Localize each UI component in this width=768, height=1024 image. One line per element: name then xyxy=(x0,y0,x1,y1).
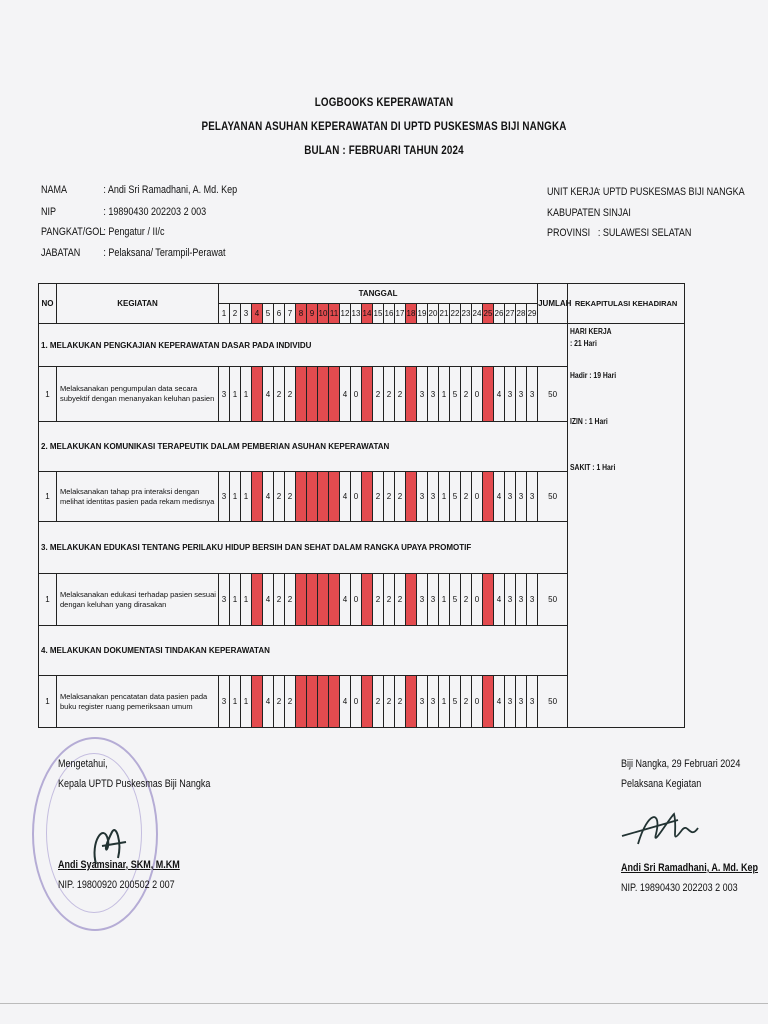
day-value-cell: 3 xyxy=(428,367,439,422)
identity-unit-kerja: UNIT KERJA: UPTD PUSKESMAS BIJI NANGKA xyxy=(547,186,745,198)
rekap-hari-kerja-value: : 21 Hari xyxy=(570,339,597,348)
day-header-cell: 15 xyxy=(373,304,384,324)
day-value-cell xyxy=(307,676,318,728)
day-header-cell: 5 xyxy=(263,304,274,324)
day-value-cell: 3 xyxy=(527,472,538,522)
day-value-cell: 3 xyxy=(505,367,516,422)
day-header-cell: 19 xyxy=(417,304,428,324)
day-value-cell xyxy=(296,676,307,728)
day-value-cell: 3 xyxy=(527,676,538,728)
day-value-cell: 1 xyxy=(439,574,450,626)
day-value-cell: 3 xyxy=(428,472,439,522)
doc-title-line3: BULAN : FEBRUARI TAHUN 2024 xyxy=(304,143,464,157)
section-row xyxy=(39,324,685,367)
day-header-cell: 26 xyxy=(494,304,505,324)
day-header-cell: 11 xyxy=(329,304,340,324)
day-value-cell: 0 xyxy=(351,472,362,522)
day-value-cell: 4 xyxy=(263,367,274,422)
sig-right-name: Andi Sri Ramadhani, A. Md. Kep xyxy=(621,862,758,874)
day-value-cell: 1 xyxy=(439,676,450,728)
day-value-cell: 3 xyxy=(219,472,230,522)
day-value-cell xyxy=(252,676,263,728)
day-value-cell xyxy=(406,472,417,522)
sig-left-nip: NIP. 19800920 200502 2 007 xyxy=(58,879,175,891)
day-header-cell: 20 xyxy=(428,304,439,324)
day-value-cell: 5 xyxy=(450,472,461,522)
day-value-cell: 5 xyxy=(450,574,461,626)
day-value-cell: 3 xyxy=(505,574,516,626)
section-title: 2. MELAKUKAN KOMUNIKASI TERAPEUTIK DALAM PEMBERIAN ASUHAN KEPERAWATAN xyxy=(39,422,568,472)
day-value-cell: 1 xyxy=(230,574,241,626)
signature-right-icon xyxy=(618,800,708,860)
day-value-cell xyxy=(362,472,373,522)
day-value-cell: 3 xyxy=(516,676,527,728)
day-value-cell: 3 xyxy=(417,367,428,422)
header-no: NO xyxy=(39,284,57,324)
day-value-cell: 0 xyxy=(472,367,483,422)
activity-no: 1 xyxy=(39,472,57,522)
day-value-cell: 4 xyxy=(263,574,274,626)
day-value-cell xyxy=(318,367,329,422)
day-value-cell xyxy=(329,367,340,422)
day-value-cell xyxy=(406,367,417,422)
day-value-cell: 3 xyxy=(219,574,230,626)
section-title: 1. MELAKUKAN PENGKAJIAN KEPERAWATAN DASAR PADA INDIVIDU xyxy=(39,324,568,367)
day-value-cell: 3 xyxy=(428,574,439,626)
day-value-cell xyxy=(252,574,263,626)
day-value-cell: 3 xyxy=(527,367,538,422)
day-value-cell xyxy=(307,367,318,422)
day-header-cell: 22 xyxy=(450,304,461,324)
day-value-cell xyxy=(362,676,373,728)
sig-left-line1: Mengetahui, xyxy=(58,758,108,770)
day-value-cell: 3 xyxy=(516,472,527,522)
day-header-cell: 16 xyxy=(384,304,395,324)
day-header-cell: 4 xyxy=(252,304,263,324)
day-header-cell: 7 xyxy=(285,304,296,324)
day-value-cell: 1 xyxy=(439,472,450,522)
day-value-cell: 2 xyxy=(285,574,296,626)
day-header-cell: 3 xyxy=(241,304,252,324)
day-value-cell xyxy=(362,574,373,626)
day-value-cell: 2 xyxy=(285,676,296,728)
day-value-cell xyxy=(483,472,494,522)
activity-description: Melaksanakan edukasi terhadap pasien sesuai dengan keluhan yang dirasakan xyxy=(57,574,219,626)
sig-right-line1: Biji Nangka, 29 Februari 2024 xyxy=(621,758,741,770)
day-value-cell: 2 xyxy=(395,574,406,626)
day-value-cell xyxy=(296,472,307,522)
day-value-cell xyxy=(329,472,340,522)
day-value-cell: 3 xyxy=(417,574,428,626)
day-value-cell: 2 xyxy=(384,472,395,522)
day-value-cell: 2 xyxy=(285,472,296,522)
day-value-cell: 2 xyxy=(274,472,285,522)
activity-no: 1 xyxy=(39,574,57,626)
day-value-cell: 4 xyxy=(494,472,505,522)
rekap-sakit: SAKIT : 1 Hari xyxy=(570,463,616,472)
day-value-cell: 0 xyxy=(472,676,483,728)
day-value-cell: 2 xyxy=(395,367,406,422)
activity-no: 1 xyxy=(39,676,57,728)
activity-total: 50 xyxy=(538,574,568,626)
day-header-cell: 25 xyxy=(483,304,494,324)
identity-nama: NAMA : Andi Sri Ramadhani, A. Md. Kep xyxy=(41,184,238,196)
day-value-cell: 3 xyxy=(516,367,527,422)
day-header-cell: 28 xyxy=(516,304,527,324)
day-value-cell xyxy=(252,472,263,522)
header-kegiatan: KEGIATAN xyxy=(57,284,219,324)
day-value-cell xyxy=(252,367,263,422)
day-value-cell: 4 xyxy=(340,676,351,728)
day-header-cell: 17 xyxy=(395,304,406,324)
sig-right-nip: NIP. 19890430 202203 2 003 xyxy=(621,882,738,894)
header-rekap: REKAPITULASI KEHADIRAN xyxy=(568,284,685,324)
day-value-cell: 3 xyxy=(219,676,230,728)
day-header-cell: 13 xyxy=(351,304,362,324)
activity-total: 50 xyxy=(538,367,568,422)
header-row xyxy=(39,284,685,304)
day-value-cell: 4 xyxy=(340,367,351,422)
day-value-cell: 2 xyxy=(274,574,285,626)
day-value-cell xyxy=(318,676,329,728)
day-value-cell: 3 xyxy=(417,676,428,728)
rekap-hari-kerja: HARI KERJA xyxy=(570,327,612,336)
day-header-cell: 6 xyxy=(274,304,285,324)
day-value-cell: 3 xyxy=(505,676,516,728)
day-value-cell: 3 xyxy=(505,472,516,522)
day-value-cell: 2 xyxy=(461,367,472,422)
day-header-cell: 23 xyxy=(461,304,472,324)
rekap-cell xyxy=(568,324,685,728)
day-header-cell: 12 xyxy=(340,304,351,324)
day-value-cell xyxy=(318,472,329,522)
day-value-cell: 3 xyxy=(219,367,230,422)
day-value-cell: 2 xyxy=(373,367,384,422)
identity-kabupaten: KABUPATEN: SINJAI xyxy=(547,207,631,219)
identity-pangkat: PANGKAT/GOL: Pengatur / II/c xyxy=(41,226,165,238)
day-value-cell: 1 xyxy=(241,676,252,728)
day-value-cell: 5 xyxy=(450,367,461,422)
day-value-cell: 4 xyxy=(263,472,274,522)
identity-provinsi: PROVINSI : SULAWESI SELATAN xyxy=(547,227,692,239)
day-value-cell: 1 xyxy=(230,472,241,522)
day-value-cell: 1 xyxy=(241,574,252,626)
day-value-cell: 2 xyxy=(285,367,296,422)
day-value-cell xyxy=(483,367,494,422)
header-jumlah: JUMLAH xyxy=(538,284,568,324)
day-value-cell: 2 xyxy=(373,472,384,522)
day-value-cell: 4 xyxy=(263,676,274,728)
day-value-cell: 4 xyxy=(494,574,505,626)
day-value-cell: 3 xyxy=(516,574,527,626)
activity-total: 50 xyxy=(538,472,568,522)
day-value-cell: 0 xyxy=(351,574,362,626)
day-value-cell: 1 xyxy=(230,676,241,728)
day-header-cell: 2 xyxy=(230,304,241,324)
day-value-cell: 4 xyxy=(340,574,351,626)
day-header-cell: 18 xyxy=(406,304,417,324)
day-value-cell: 4 xyxy=(494,676,505,728)
day-value-cell xyxy=(483,676,494,728)
day-value-cell xyxy=(483,574,494,626)
day-value-cell xyxy=(329,676,340,728)
day-value-cell: 0 xyxy=(351,676,362,728)
day-value-cell xyxy=(318,574,329,626)
day-header-cell: 27 xyxy=(505,304,516,324)
day-value-cell: 1 xyxy=(230,367,241,422)
day-header-cell: 1 xyxy=(219,304,230,324)
header-tanggal: TANGGAL xyxy=(219,284,538,304)
day-value-cell: 2 xyxy=(461,472,472,522)
day-value-cell: 2 xyxy=(461,676,472,728)
doc-title-line1: LOGBOOKS KEPERAWATAN xyxy=(314,95,454,109)
day-value-cell: 0 xyxy=(351,367,362,422)
day-header-cell: 21 xyxy=(439,304,450,324)
activity-description: Melaksanakan tahap pra interaksi dengan melihat identitas pasien pada rekam medisnya xyxy=(57,472,219,522)
day-value-cell xyxy=(406,676,417,728)
day-value-cell: 2 xyxy=(384,574,395,626)
day-value-cell: 2 xyxy=(373,676,384,728)
day-value-cell: 2 xyxy=(373,574,384,626)
day-value-cell: 2 xyxy=(384,367,395,422)
day-value-cell xyxy=(307,574,318,626)
day-value-cell: 5 xyxy=(450,676,461,728)
day-value-cell: 3 xyxy=(527,574,538,626)
section-title: 3. MELAKUKAN EDUKASI TENTANG PERILAKU HIDUP BERSIH DAN SEHAT DALAM RANGKA UPAYA PROMOTIF xyxy=(39,522,568,574)
day-value-cell: 4 xyxy=(340,472,351,522)
day-header-cell: 9 xyxy=(307,304,318,324)
day-value-cell xyxy=(362,367,373,422)
day-header-cell: 10 xyxy=(318,304,329,324)
identity-nip: NIP : 19890430 202203 2 003 xyxy=(41,206,207,218)
day-value-cell: 3 xyxy=(417,472,428,522)
activity-total: 50 xyxy=(538,676,568,728)
day-value-cell: 0 xyxy=(472,574,483,626)
rekap-hadir: Hadir : 19 Hari xyxy=(570,371,617,380)
day-value-cell: 2 xyxy=(395,676,406,728)
day-value-cell: 2 xyxy=(274,676,285,728)
sig-right-line2: Pelaksana Kegiatan xyxy=(621,778,702,790)
activity-description: Melaksanakan pencatatan data pasien pada buku register ruang pemeriksaan umum xyxy=(57,676,219,728)
day-header-cell: 29 xyxy=(527,304,538,324)
day-value-cell xyxy=(406,574,417,626)
identity-jabatan: JABATAN : Pelaksana/ Terampil-Perawat xyxy=(41,247,226,259)
day-header-cell: 14 xyxy=(362,304,373,324)
section-title: 4. MELAKUKAN DOKUMENTASI TINDAKAN KEPERAWATAN xyxy=(39,626,568,676)
day-header-cell: 8 xyxy=(296,304,307,324)
day-value-cell xyxy=(329,574,340,626)
page-edge-line xyxy=(0,1003,768,1004)
day-value-cell xyxy=(296,574,307,626)
day-value-cell: 1 xyxy=(439,367,450,422)
day-value-cell: 1 xyxy=(241,367,252,422)
doc-title-line2: PELAYANAN ASUHAN KEPERAWATAN DI UPTD PUSKESMAS BIJI NANGKA xyxy=(201,119,567,133)
day-value-cell: 1 xyxy=(241,472,252,522)
day-value-cell: 0 xyxy=(472,472,483,522)
logbook-table xyxy=(38,283,685,728)
sig-left-name: Andi Syamsinar, SKM, M.KM xyxy=(58,859,180,871)
day-header-cell: 24 xyxy=(472,304,483,324)
sig-left-line2: Kepala UPTD Puskesmas Biji Nangka xyxy=(58,778,211,790)
day-value-cell: 2 xyxy=(461,574,472,626)
day-value-cell xyxy=(307,472,318,522)
rekap-izin: IZIN : 1 Hari xyxy=(570,417,608,426)
day-value-cell xyxy=(296,367,307,422)
activity-no: 1 xyxy=(39,367,57,422)
activity-description: Melaksanakan pengumpulan data secara subyektif dengan menanyakan keluhan pasien xyxy=(57,367,219,422)
day-value-cell: 2 xyxy=(395,472,406,522)
day-value-cell: 2 xyxy=(274,367,285,422)
day-value-cell: 2 xyxy=(384,676,395,728)
day-value-cell: 4 xyxy=(494,367,505,422)
day-value-cell: 3 xyxy=(428,676,439,728)
